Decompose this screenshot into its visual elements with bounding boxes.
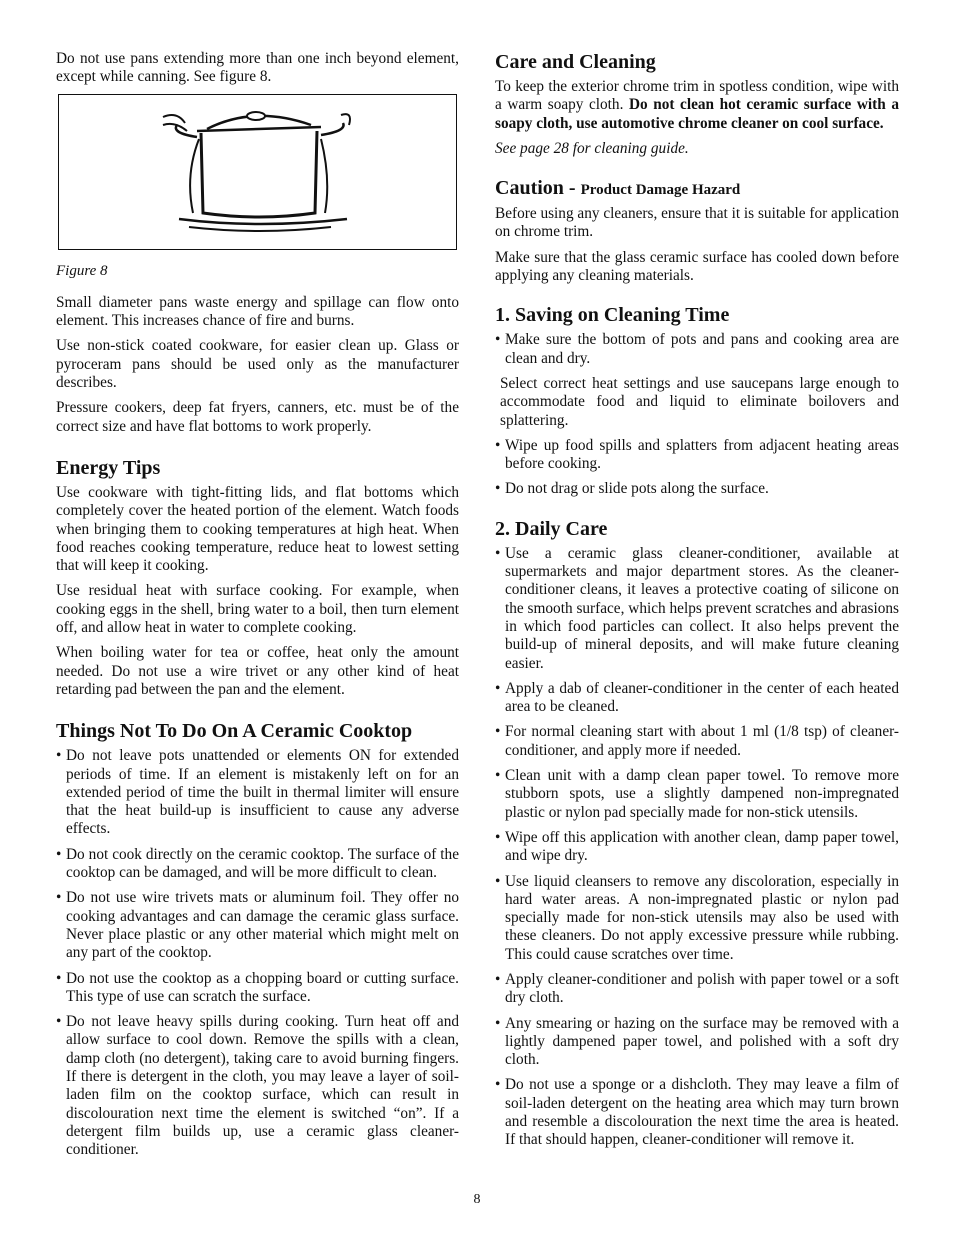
care-text-plain: To keep the exterior chrome trim in spotless condition, wipe with a warm soapy cloth.	[495, 78, 899, 114]
care-text-bold: Do not clean hot ceramic surface with a soapy cloth, use automotive chrome cleaner on cool surface.	[495, 96, 899, 132]
pot-on-element-illustration	[59, 95, 456, 249]
saving-paragraph: Select correct heat settings and use saucepans large enough to accommodate food and liquid to eliminate boilovers and splattering.	[500, 374, 899, 429]
caution-heading	[495, 176, 899, 202]
energy-tip-1: Use cookware with tight-fitting lids, and flat bottoms which completely cover the heated portion of the element. Watch foods when bringing them to cooking temperatures at high heat. When food reaches cooking temperature, reduce heat to lowest setting that will keep it cooking.	[56, 483, 459, 575]
list-item: • Clean unit with a damp clean paper towel. To remove more stubborn spots, use a slightly dampened non-impregnated plastic or nylon pad specially made for non-stick utensils.	[495, 767, 899, 822]
things-not-to-do-list	[56, 747, 459, 1159]
care-text	[495, 78, 899, 133]
figure-caption: Figure 8	[56, 262, 108, 279]
caution-text-1: Before using any cleaners, ensure that it is suitable for application on chrome trim.	[495, 205, 899, 241]
caution-subtitle: Product Damage Hazard	[580, 182, 741, 199]
list-item: • Use liquid cleansers to remove any discoloration, especially in hard water areas. A non-impregnated plastic or nylon pad specially made for non-stick utensils may also be used with these cleaners. Do not apply excessive pressure while rubbing. This could cause scratches over time.	[495, 873, 899, 964]
list-item: • Make sure the bottom of pots and pans and cooking area are clean and dry.	[495, 331, 899, 368]
pressure-cooker-text: Pressure cookers, deep fat fryers, canners, etc. must be of the correct size and have flat bottoms to work properly.	[56, 399, 459, 435]
daily-care-heading: 2. Daily Care	[495, 517, 608, 540]
list-item: • Apply a dab of cleaner-conditioner in the center of each heated area to be cleaned.	[495, 680, 899, 717]
energy-tip-3: When boiling water for tea or coffee, heat only the amount needed. Do not use a wire trivet or any other kind of heat retarding pad between the pan and the element.	[56, 644, 459, 698]
list-item: • Any smearing or hazing on the surface may be removed with a lightly dampened paper towel, and polished with a soft dry cloth.	[495, 1015, 899, 1070]
page-number: 8	[473, 1192, 481, 1207]
saving-list-a	[495, 331, 899, 368]
list-item: • Do not cook directly on the ceramic cooktop. The surface of the cooktop can be damaged, and will be more difficult to clean.	[56, 846, 459, 883]
list-item: • Wipe off this application with another clean, damp paper towel, and wipe dry.	[495, 829, 899, 866]
non-stick-text: Use non-stick coated cookware, for easier clean up. Glass or pyroceram pans should be used only as the manufacturer describes.	[56, 337, 459, 392]
figure-8-box	[58, 94, 457, 250]
list-item: • For normal cleaning start with about 1 ml (1/8 tsp) of cleaner-conditioner, and apply more if needed.	[495, 723, 899, 760]
list-item: • Do not drag or slide pots along the surface.	[495, 480, 899, 498]
caution-text-2: Make sure that the glass ceramic surface has cooled down before applying any cleaning materials.	[495, 248, 899, 285]
list-item: • Do not leave heavy spills during cooking. Turn heat off and allow surface to cool down. Remove the spills with a clean, damp cloth (no detergent), taking care to avoid burning fingers. If there is detergent in the cloth, you may leave a layer of soil-laden film on the cooktop surface, which can result in discolouration next time the element is switched “on”. If a detergent film builds up, use a ceramic glass cleaner-conditioner.	[56, 1013, 459, 1159]
list-item: • Wipe up food spills and splatters from adjacent heating areas before cooking.	[495, 437, 899, 474]
left-column	[56, 50, 459, 1166]
saving-cleaning-time-heading: 1. Saving on Cleaning Time	[495, 304, 730, 327]
saving-list-b	[495, 437, 899, 499]
list-item: • Do not use the cooktop as a chopping board or cutting surface. This type of use can scratch the surface.	[56, 970, 459, 1007]
list-item: • Do not use wire trivets mats or aluminum foil. They offer no cooking advantages and can damage the ceramic glass surface. Never place plastic or any other material which might melt on any part of the cooktop.	[56, 889, 459, 962]
list-item: • Do not leave pots unattended or elements ON for extended periods of time. If an element is mistakenly left on for an extended period of time the built in thermal limiter will ensure that the heat build-up is insufficient to cause any adverse effects.	[56, 747, 459, 838]
energy-tips-heading: Energy Tips	[56, 456, 161, 479]
cleaning-guide-reference: See page 28 for cleaning guide.	[495, 139, 689, 157]
care-cleaning-heading: Care and Cleaning	[495, 51, 656, 73]
intro-text: Do not use pans extending more than one inch beyond element, except while canning. See figure 8.	[56, 50, 459, 86]
energy-tip-2: Use residual heat with surface cooking. For example, when cooking eggs in the shell, bring water to a boil, then turn element off, and allow heat in water to complete cooking.	[56, 582, 459, 637]
pan-size-text: Small diameter pans waste energy and spillage can flow onto element. This increases chance of fire and burns.	[56, 293, 459, 330]
list-item: • Do not use a sponge or a dishcloth. They may leave a film of soil-laden detergent on the heating area which may turn brown and resemble a discolouration the next time the area is heated. If that should happen, cleaner-conditioner will remove it.	[495, 1076, 899, 1149]
right-column	[495, 50, 899, 1157]
list-item: • Apply cleaner-conditioner and polish with paper towel or a soft dry cloth.	[495, 971, 899, 1008]
list-item: • Use a ceramic glass cleaner-conditioner, available at supermarkets and major department stores. As the cleaner-conditioner cleans, it leaves a protective coating of silicone on the smooth surface, which helps prevent scratches and abrasions in which food particles can collect. It also helps prevent the build-up of mineral deposits, and will make future cleaning easier.	[495, 545, 899, 673]
caution-label: Caution -	[495, 177, 581, 200]
things-not-to-do-heading: Things Not To Do On A Ceramic Cooktop	[56, 720, 413, 743]
daily-care-list	[495, 545, 899, 1150]
